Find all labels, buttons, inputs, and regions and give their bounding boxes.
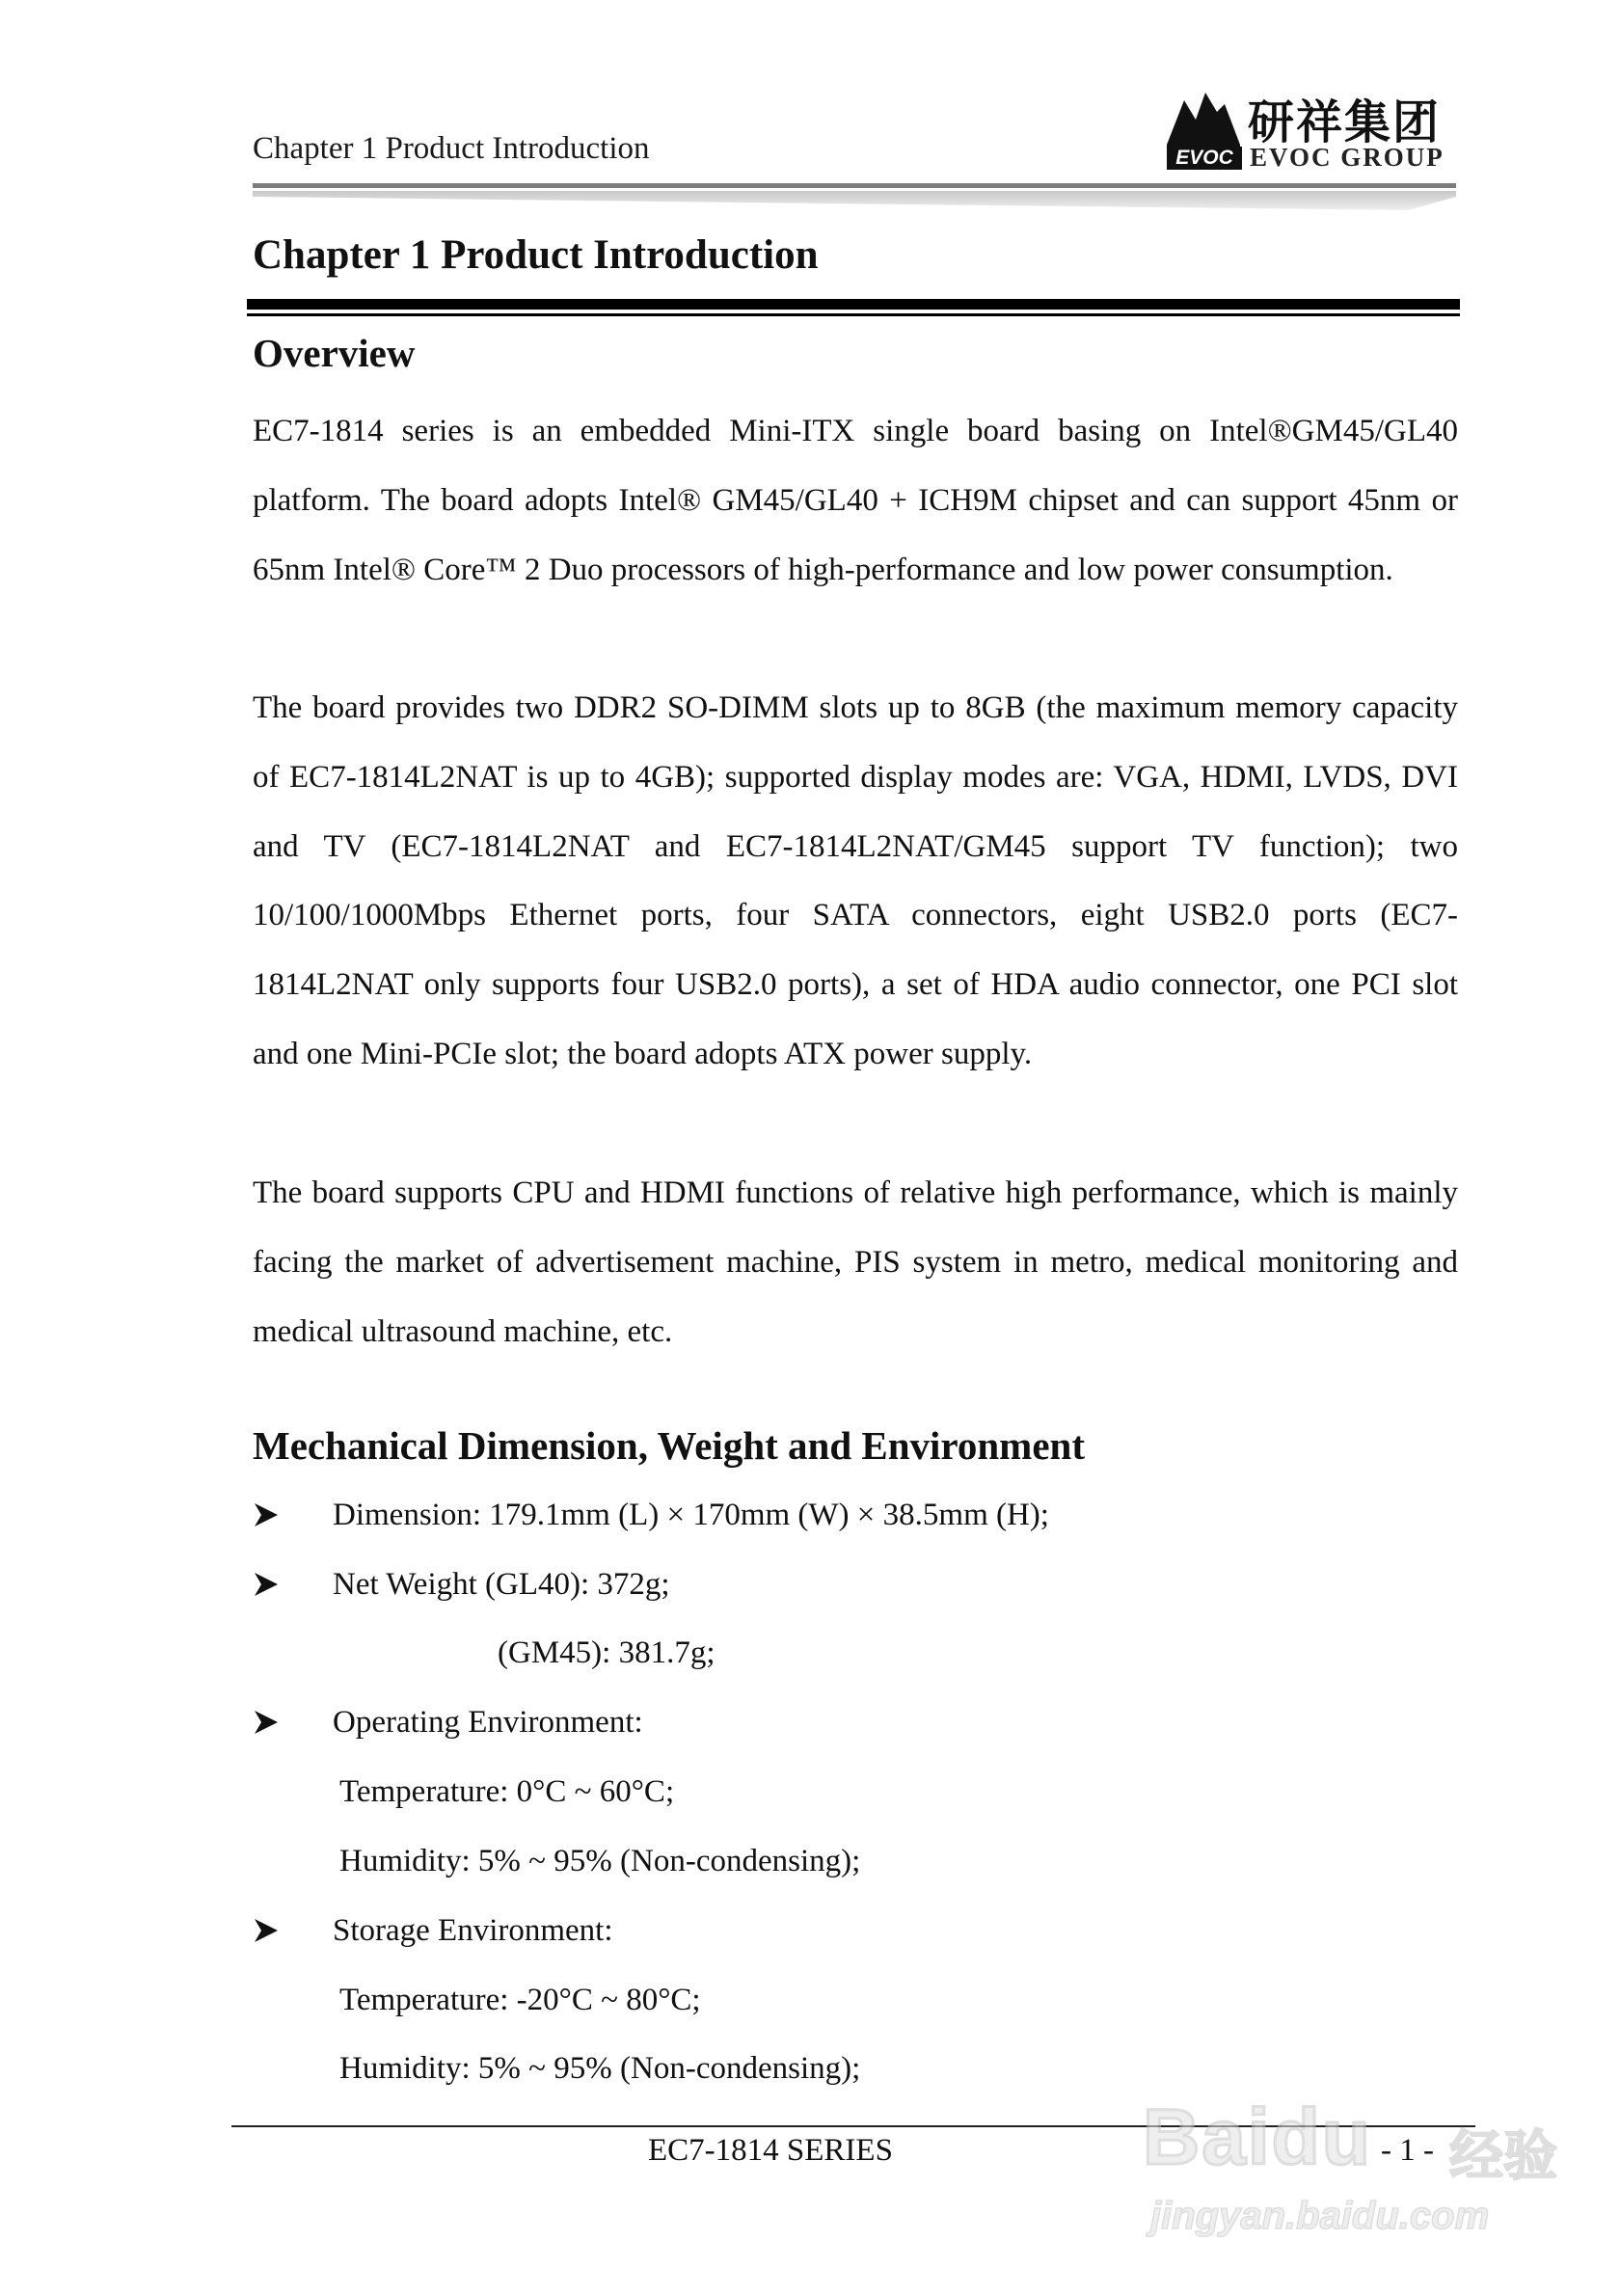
arrow-bullet-icon xyxy=(253,1709,280,1736)
header-rule xyxy=(253,183,1456,188)
arrow-bullet-icon xyxy=(253,1917,280,1944)
operating-temperature-text: Temperature: 0°C ~ 60°C; xyxy=(339,1774,675,1809)
footer-page-number: - 1 - xyxy=(1381,2133,1434,2168)
operating-humidity-text: Humidity: 5% ~ 95% (Non-condensing); xyxy=(339,1844,861,1878)
storage-temperature-text: Temperature: -20°C ~ 80°C; xyxy=(339,1983,701,2017)
dimension-text: Dimension: 179.1mm (L) × 170mm (W) × 38.5mm (H); xyxy=(333,1498,1049,1532)
storage-environment-label: Storage Environment: xyxy=(333,1913,613,1948)
running-header-title: Chapter 1 Product Introduction xyxy=(253,131,650,166)
watermark-chinese: 经验 xyxy=(1449,2125,1557,2188)
chapter-rule-thick xyxy=(247,299,1460,310)
watermark-url: jingyan.baidu.com xyxy=(1150,2195,1490,2237)
storage-humidity-text: Humidity: 5% ~ 95% (Non-condensing); xyxy=(339,2051,861,2086)
chapter-title: Chapter 1 Product Introduction xyxy=(253,232,819,278)
arrow-bullet-icon xyxy=(253,1501,280,1528)
evoc-logo-chinese-name: 研祥集团 xyxy=(1248,95,1442,149)
footer-series: EC7-1814 SERIES xyxy=(648,2133,893,2168)
overview-paragraph-1: EC7-1814 series is an embedded Mini-ITX single board basing on Intel®GM45/GL40 platform. The board adopts Intel® GM45/GL40 + ICH9M chipset and can support 45nm or 65nm Intel® Core™ 2 Duo processors of high-performance and low power consumption. xyxy=(253,414,1458,587)
operating-environment-label: Operating Environment: xyxy=(333,1705,643,1740)
evoc-logo-badge: EVOC xyxy=(1167,147,1242,170)
header-rule-shadow xyxy=(253,191,1456,210)
overview-heading: Overview xyxy=(253,331,416,375)
overview-paragraph-3: The board supports CPU and HDMI functions of relative high performance, which is mainly facing the market of advertisement machine, PIS system in metro, medical monitoring and medical ultrasound machine, etc. xyxy=(253,1175,1458,1349)
net-weight-gm45-text: (GM45): 381.7g; xyxy=(498,1635,716,1670)
mechanical-heading: Mechanical Dimension, Weight and Environment xyxy=(253,1423,1085,1468)
net-weight-gl40-text: Net Weight (GL40): 372g; xyxy=(333,1567,670,1602)
watermark-brand: Baidu xyxy=(1143,2093,1372,2181)
chapter-rule-thin xyxy=(247,313,1460,316)
evoc-logo xyxy=(1167,91,1456,177)
arrow-bullet-icon xyxy=(253,1571,280,1598)
overview-paragraph-2: The board provides two DDR2 SO-DIMM slots up to 8GB (the maximum memory capacity of EC7-1814L2NAT is up to 4GB); supported display modes are: VGA, HDMI, LVDS, DVI and TV (EC7-1814L2NAT and EC7-1814L2NAT/GM45 support TV function); two 10/100/1000Mbps Ethernet ports, four SATA connectors, eight USB2.0 ports (EC7-1814L2NAT only supports four USB2.0 ports), a set of HDA audio connector, one PCI slot and one Mini-PCIe slot; the board adopts ATX power supply. xyxy=(253,690,1458,1071)
evoc-logo-english-name: EVOC GROUP xyxy=(1250,143,1444,172)
baidu-watermark xyxy=(1143,2093,1567,2266)
